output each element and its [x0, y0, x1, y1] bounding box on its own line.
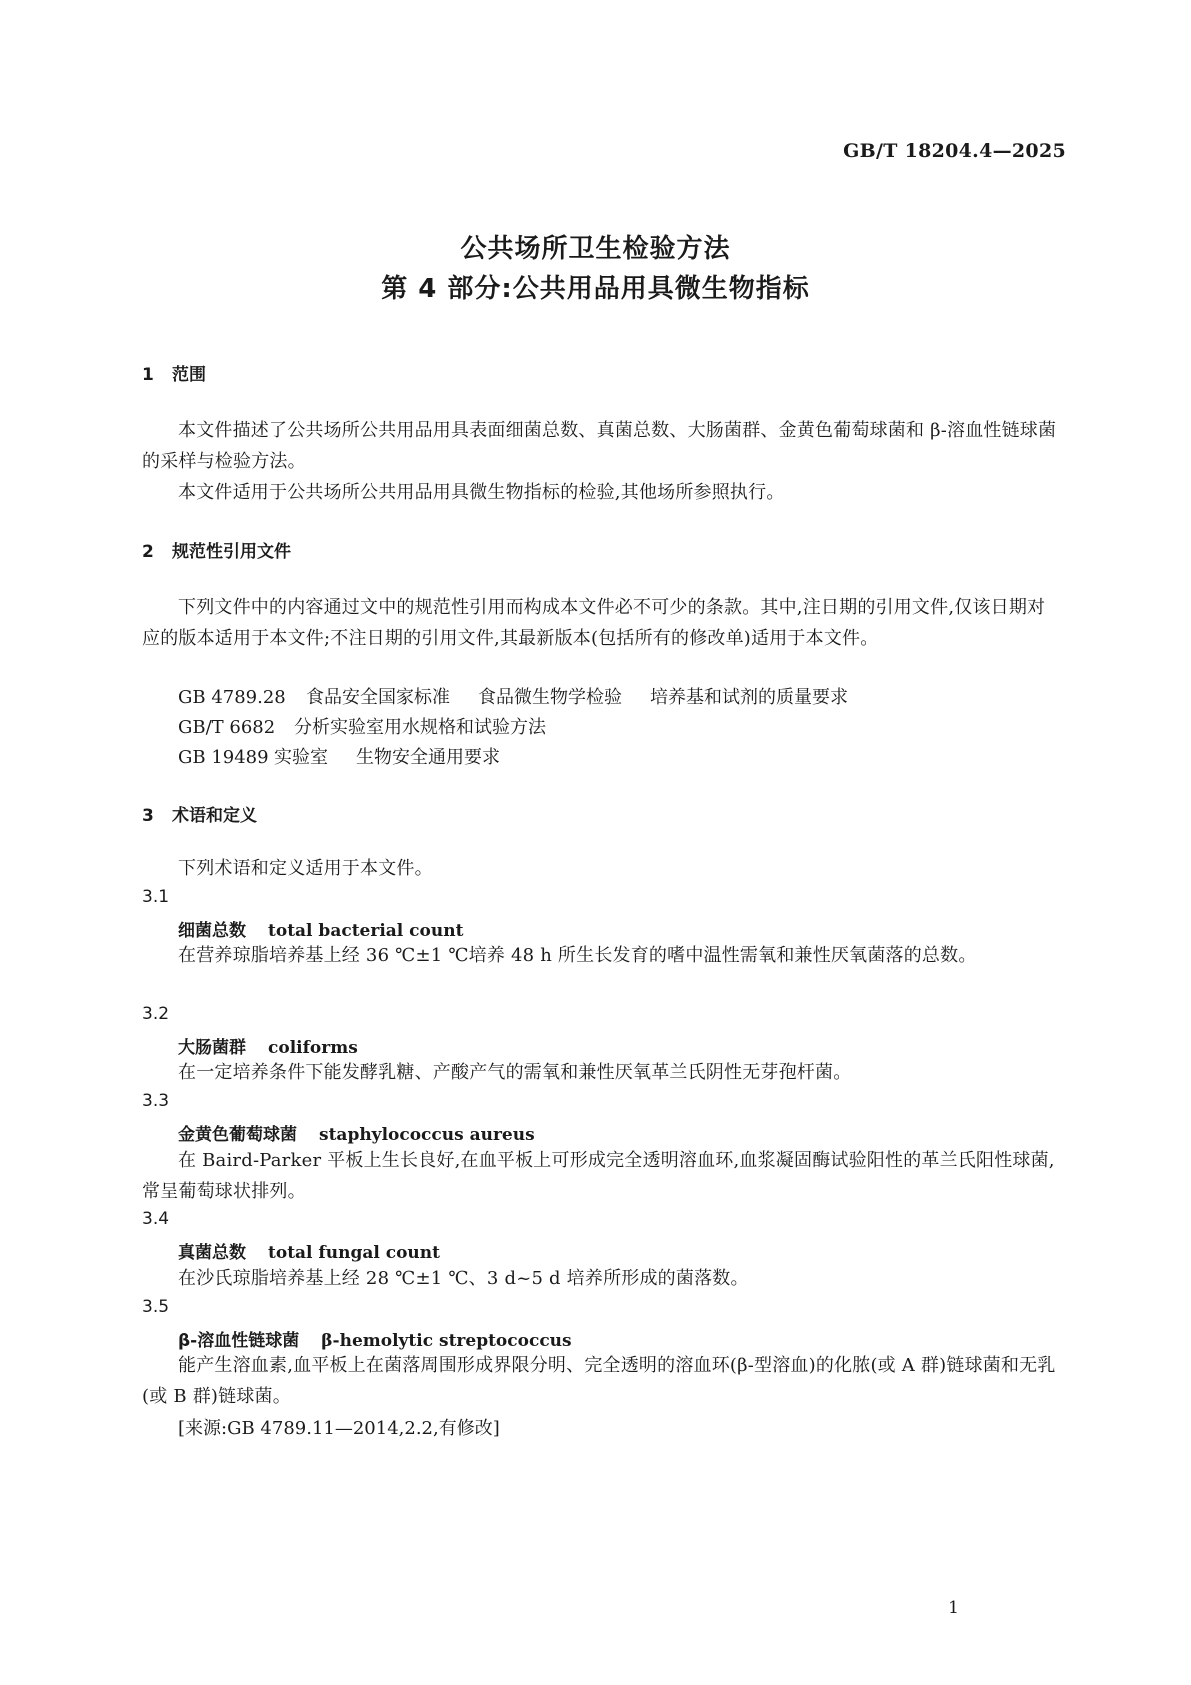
definition-text: 在营养琼脂培养基上经 36 ℃±1 ℃培养 48 h 所生长发育的嗜中温性需氧和兼性厌氧菌落的总数。 — [178, 945, 977, 966]
document-code: GB/T 18204.4—2025 — [843, 140, 1066, 162]
term-definition — [142, 1057, 1062, 1088]
section-title: 术语和定义 — [172, 806, 257, 826]
reference-title-part: 食品微生物学检验 — [478, 687, 622, 708]
section-number: 2 — [142, 542, 154, 562]
term-number: 3.3 — [142, 1091, 170, 1111]
page-number: 1 — [948, 1598, 959, 1618]
section-heading-normative-references — [142, 537, 291, 562]
term-name-en: total bacterial count — [268, 921, 464, 941]
term-name — [178, 1326, 572, 1351]
term-source-note: [来源:GB 4789.11—2014,2.2,有修改] — [178, 1418, 500, 1439]
section-heading-scope — [142, 360, 206, 385]
term-number: 3.2 — [142, 1004, 170, 1024]
document-title-line2: 第 4 部分:公共用品用具微生物指标 — [381, 274, 810, 304]
section-title: 范围 — [172, 365, 206, 385]
term-name — [178, 1120, 535, 1145]
document-title-line1: 公共场所卫生检验方法 — [460, 234, 731, 264]
paragraph — [142, 477, 1062, 508]
reference-code: GB 19489 — [178, 747, 269, 768]
paragraph — [142, 592, 1062, 654]
reference-title-part: 分析实验室用水规格和试验方法 — [294, 717, 546, 738]
term-definition — [142, 1145, 1062, 1207]
paragraph-text: 下列文件中的内容通过文中的规范性引用而构成本文件必不可少的条款。其中,注日期的引用文件,仅该日期对应的版本适用于本文件;不注日期的引用文件,其最新版本(包括所有的修改单)适用于本文件。 — [142, 597, 1046, 649]
term-definition — [142, 940, 1062, 971]
reference-title-part: 食品安全国家标准 — [306, 687, 450, 708]
reference-item — [178, 683, 848, 709]
reference-title-part: 培养基和试剂的质量要求 — [650, 687, 848, 708]
reference-code: GB/T 6682 — [178, 717, 276, 738]
definition-text: 在沙氏琼脂培养基上经 28 ℃±1 ℃、3 d~5 d 培养所形成的菌落数。 — [178, 1268, 749, 1289]
term-name-en: staphylococcus aureus — [319, 1125, 535, 1145]
paragraph — [142, 853, 1062, 884]
term-name-en: β-hemolytic streptococcus — [321, 1331, 572, 1351]
reference-title-part: 实验室 — [274, 747, 328, 768]
section-heading-terms-definitions — [142, 801, 257, 826]
reference-code: GB 4789.28 — [178, 687, 286, 708]
reference-title-part: 生物安全通用要求 — [356, 747, 500, 768]
term-number: 3.5 — [142, 1297, 170, 1317]
term-name — [178, 916, 463, 941]
term-name-en: coliforms — [268, 1038, 358, 1058]
definition-text: 能产生溶血素,血平板上在菌落周围形成界限分明、完全透明的溶血环(β-型溶血)的化脓(或 A 群)链球菌和无乳(或 B 群)链球菌。 — [142, 1355, 1056, 1407]
paragraph-text: 本文件描述了公共场所公共用品用具表面细菌总数、真菌总数、大肠菌群、金黄色葡萄球菌和 β-溶血性链球菌的采样与检验方法。 — [142, 420, 1057, 472]
definition-text: 在一定培养条件下能发酵乳糖、产酸产气的需氧和兼性厌氧革兰氏阴性无芽孢杆菌。 — [178, 1062, 852, 1083]
paragraph-text: 本文件适用于公共场所公共用品用具微生物指标的检验,其他场所参照执行。 — [178, 482, 785, 503]
term-name-zh: 金黄色葡萄球菌 — [178, 1125, 297, 1145]
section-number: 1 — [142, 365, 154, 385]
term-name — [178, 1238, 440, 1263]
term-number: 3.1 — [142, 887, 170, 907]
term-definition — [142, 1350, 1062, 1412]
term-name-zh: β-溶血性链球菌 — [178, 1331, 300, 1351]
term-number: 3.4 — [142, 1209, 170, 1229]
reference-item — [178, 713, 546, 739]
paragraph — [142, 415, 1062, 477]
term-name-en: total fungal count — [268, 1243, 441, 1263]
section-title: 规范性引用文件 — [172, 542, 291, 562]
term-name — [178, 1033, 358, 1058]
term-name-zh: 细菌总数 — [178, 921, 246, 941]
definition-text: 在 Baird-Parker 平板上生长良好,在血平板上可形成完全透明溶血环,血浆凝固酶试验阳性的革兰氏阳性球菌,常呈葡萄球状排列。 — [142, 1150, 1055, 1202]
section-number: 3 — [142, 806, 154, 826]
term-definition — [142, 1263, 1062, 1294]
term-name-zh: 真菌总数 — [178, 1243, 246, 1263]
term-name-zh: 大肠菌群 — [178, 1038, 246, 1058]
reference-item — [178, 743, 500, 769]
paragraph-text: 下列术语和定义适用于本文件。 — [178, 858, 433, 879]
